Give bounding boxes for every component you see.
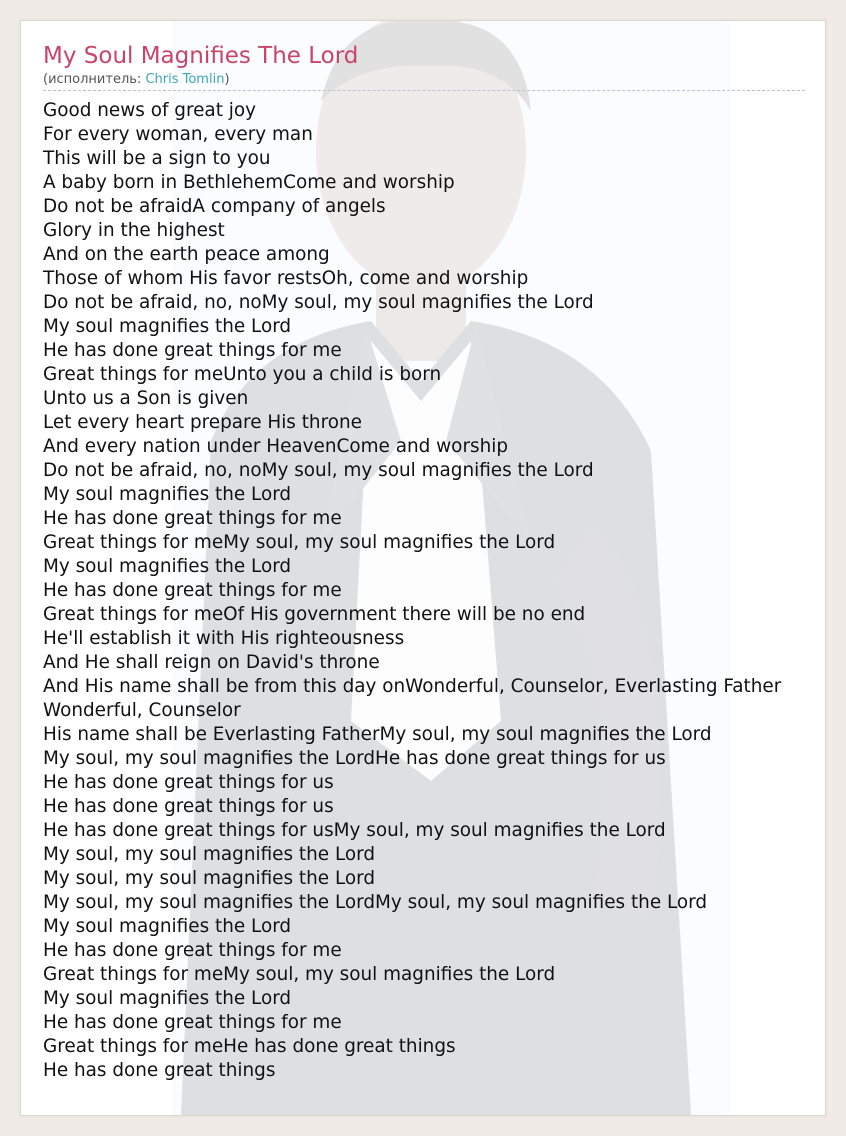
lyric-line: For every woman, every man xyxy=(43,124,313,145)
lyric-line: This will be a sign to you xyxy=(43,148,271,169)
lyric-line: He has done great things for usMy soul, my soul magnifies the Lord xyxy=(43,820,666,841)
lyric-line: He has done great things for me xyxy=(43,940,342,961)
lyric-line: Wonderful, Counselor xyxy=(43,700,241,721)
lyric-line: Great things for meUnto you a child is born xyxy=(43,364,442,385)
lyric-line: And on the earth peace among xyxy=(43,244,330,265)
lyric-line: My soul, my soul magnifies the LordHe has done great things for us xyxy=(43,748,666,769)
lyric-line: He has done great things for me xyxy=(43,508,342,529)
song-title: My Soul Magnifies The Lord xyxy=(43,43,359,69)
lyric-line: He has done great things for me xyxy=(43,1012,342,1033)
lyric-line: He has done great things for us xyxy=(43,772,334,793)
lyric-line: Do not be afraid, no, noMy soul, my soul magnifies the Lord xyxy=(43,460,594,481)
lyric-line: Glory in the highest xyxy=(43,220,225,241)
lyric-line: My soul magnifies the Lord xyxy=(43,316,292,337)
lyric-line: My soul magnifies the Lord xyxy=(43,556,292,577)
lyric-line: My soul magnifies the Lord xyxy=(43,916,292,937)
lyrics-card xyxy=(20,20,826,1116)
lyric-line: Great things for meOf His government there will be no end xyxy=(43,604,586,625)
lyrics-text xyxy=(43,99,826,1083)
lyric-line: Great things for meMy soul, my soul magnifies the Lord xyxy=(43,964,556,985)
lyric-line: He has done great things for me xyxy=(43,580,342,601)
lyric-line: My soul, my soul magnifies the Lord xyxy=(43,868,376,889)
lyric-line: A baby born in BethlehemCome and worship xyxy=(43,172,455,193)
lyric-line: Great things for meMy soul, my soul magnifies the Lord xyxy=(43,532,556,553)
lyric-line: Great things for meHe has done great things xyxy=(43,1036,456,1057)
artist-prefix: (исполнитель: xyxy=(43,72,146,87)
artist-line xyxy=(43,71,826,89)
lyric-line: My soul magnifies the Lord xyxy=(43,988,292,1009)
title-divider xyxy=(43,90,805,91)
lyric-line: He has done great things for us xyxy=(43,796,334,817)
lyric-line: He has done great things xyxy=(43,1060,276,1081)
lyric-line: My soul, my soul magnifies the Lord xyxy=(43,844,376,865)
lyric-line: His name shall be Everlasting FatherMy soul, my soul magnifies the Lord xyxy=(43,724,712,745)
lyric-line: He has done great things for me xyxy=(43,340,342,361)
lyric-line: Do not be afraidA company of angels xyxy=(43,196,386,217)
lyric-line: Unto us a Son is given xyxy=(43,388,249,409)
lyric-line: My soul, my soul magnifies the LordMy soul, my soul magnifies the Lord xyxy=(43,892,708,913)
lyric-line: And every nation under HeavenCome and worship xyxy=(43,436,509,457)
song-content xyxy=(43,41,826,1083)
lyric-line: And He shall reign on David's throne xyxy=(43,652,380,673)
lyric-line: He'll establish it with His righteousness xyxy=(43,628,405,649)
lyric-line: Do not be afraid, no, noMy soul, my soul magnifies the Lord xyxy=(43,292,594,313)
lyric-line: My soul magnifies the Lord xyxy=(43,484,292,505)
artist-suffix: ) xyxy=(224,72,230,87)
lyric-line: Those of whom His favor restsOh, come and worship xyxy=(43,268,529,289)
lyric-line: Good news of great joy xyxy=(43,100,257,121)
lyric-line: Let every heart prepare His throne xyxy=(43,412,362,433)
lyric-line: And His name shall be from this day onWonderful, Counselor, Everlasting Father xyxy=(43,676,782,697)
artist-link[interactable]: Chris Tomlin xyxy=(145,72,225,87)
